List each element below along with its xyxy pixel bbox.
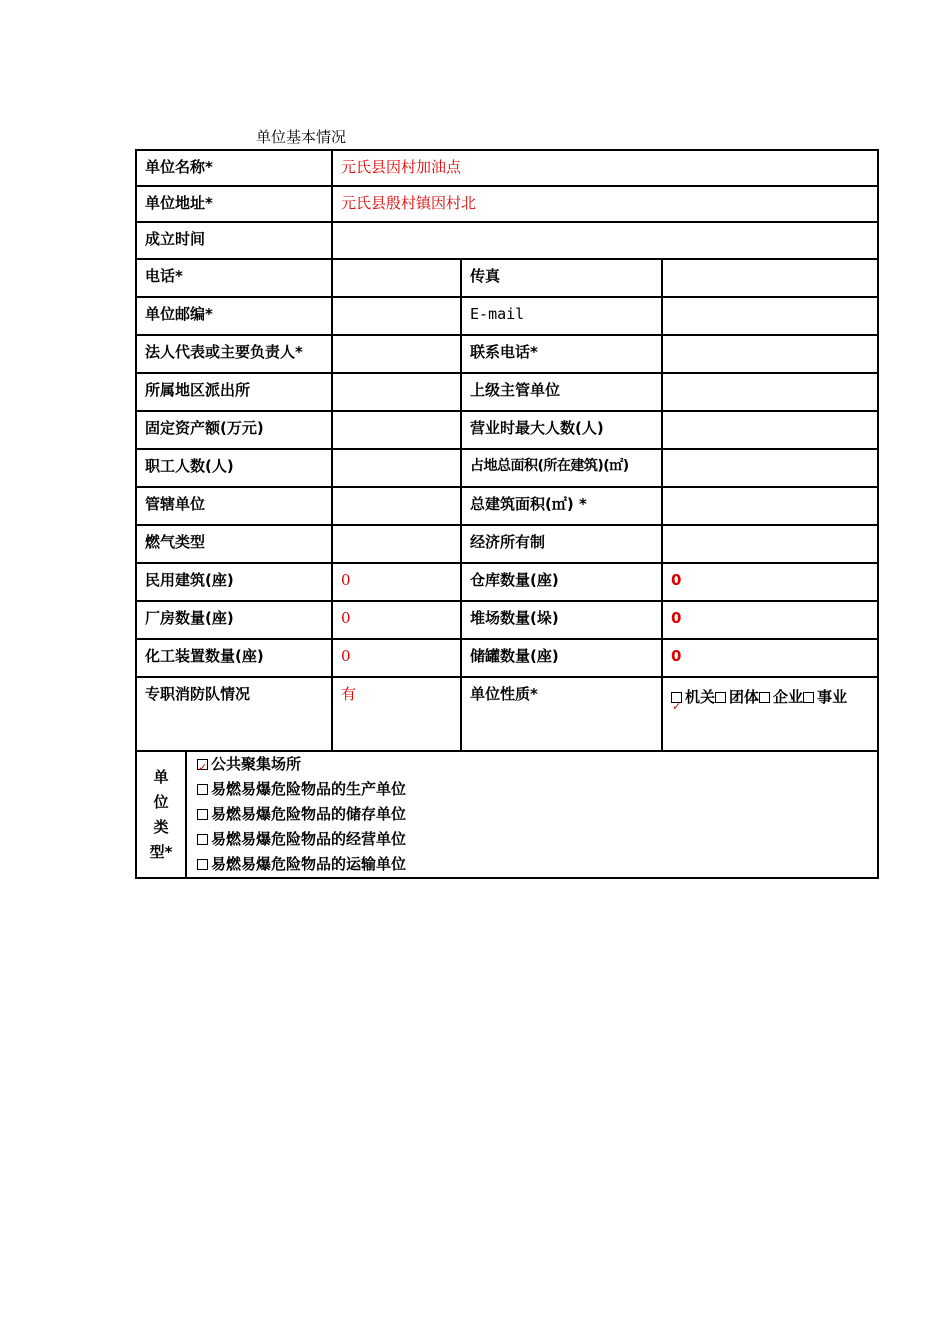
field-civil-buildings[interactable]: 0 bbox=[332, 563, 461, 601]
unit-type-option[interactable] bbox=[197, 802, 877, 827]
row-gas bbox=[136, 525, 878, 563]
field-warehouses[interactable]: 0 bbox=[662, 563, 878, 601]
row-legal bbox=[136, 335, 878, 373]
label-ownership: 经济所有制 bbox=[461, 525, 662, 563]
label-staff: 职工人数(人) bbox=[136, 449, 332, 487]
checkbox-icon[interactable] bbox=[197, 784, 208, 795]
unit-nature-option[interactable] bbox=[759, 688, 803, 706]
field-unit-address[interactable]: 元氏县殷村镇因村北 bbox=[332, 186, 878, 222]
label-fire-team: 专职消防队情况 bbox=[136, 677, 332, 751]
label-chemical-units: 化工装置数量(座) bbox=[136, 639, 332, 677]
checkbox-icon[interactable] bbox=[671, 692, 682, 703]
row-unit-address bbox=[136, 186, 878, 222]
field-unit-name[interactable]: 元氏县因村加油点 bbox=[332, 150, 878, 186]
label-legal: 法人代表或主要负责人* bbox=[136, 335, 332, 373]
unit-type-option[interactable] bbox=[197, 827, 877, 852]
checkbox-icon[interactable] bbox=[759, 692, 770, 703]
label-yards: 堆场数量(垛) bbox=[461, 601, 662, 639]
field-legal[interactable] bbox=[332, 335, 461, 373]
checkbox-icon[interactable] bbox=[197, 759, 208, 770]
row-fire-team bbox=[136, 677, 878, 751]
row-chemical bbox=[136, 639, 878, 677]
unit-nature-option[interactable] bbox=[671, 688, 715, 706]
label-gas-type: 燃气类型 bbox=[136, 525, 332, 563]
label-contact-phone: 联系电话* bbox=[461, 335, 662, 373]
checkbox-icon[interactable] bbox=[197, 859, 208, 870]
unit-nature-option-label: 机关 bbox=[685, 688, 716, 706]
field-police[interactable] bbox=[332, 373, 461, 411]
field-yards[interactable]: 0 bbox=[662, 601, 878, 639]
field-founded[interactable] bbox=[332, 222, 878, 259]
label-unit-address: 单位地址* bbox=[136, 186, 332, 222]
label-civil-buildings: 民用建筑(座) bbox=[136, 563, 332, 601]
row-admin bbox=[136, 487, 878, 525]
row-police bbox=[136, 373, 878, 411]
unit-type-option-label: 公共聚集场所 bbox=[211, 755, 302, 773]
label-unit-type-char: 位 bbox=[153, 792, 169, 811]
field-phone[interactable] bbox=[332, 259, 461, 297]
unit-nature-option-label: 团体 bbox=[729, 688, 760, 706]
row-unit-name bbox=[136, 150, 878, 186]
row-factory bbox=[136, 601, 878, 639]
unit-nature-option-label: 企业 bbox=[773, 688, 804, 706]
unit-type-option[interactable] bbox=[197, 752, 877, 777]
label-postcode: 单位邮编* bbox=[136, 297, 332, 335]
field-fire-team[interactable]: 有 bbox=[332, 677, 461, 751]
field-gas-type[interactable] bbox=[332, 525, 461, 563]
row-unit-type bbox=[136, 751, 878, 878]
label-unit-type-char: 类 bbox=[153, 817, 169, 836]
field-building-area[interactable] bbox=[662, 487, 878, 525]
label-founded: 成立时间 bbox=[136, 222, 332, 259]
checkbox-icon[interactable] bbox=[715, 692, 726, 703]
unit-type-option-label: 易燃易爆危险物品的运输单位 bbox=[211, 855, 407, 873]
label-unit-type-char: 型* bbox=[149, 842, 173, 861]
unit-info-table bbox=[135, 149, 879, 879]
field-max-people[interactable] bbox=[662, 411, 878, 449]
row-assets bbox=[136, 411, 878, 449]
label-assets: 固定资产额(万元) bbox=[136, 411, 332, 449]
label-unit-name: 单位名称* bbox=[136, 150, 332, 186]
row-postcode bbox=[136, 297, 878, 335]
unit-type-option-label: 易燃易爆危险物品的储存单位 bbox=[211, 805, 407, 823]
form-caption: 单位基本情况 bbox=[256, 128, 347, 146]
checkbox-icon[interactable] bbox=[197, 834, 208, 845]
field-ownership[interactable] bbox=[662, 525, 878, 563]
unit-nature-option-label: 事业 bbox=[817, 688, 848, 706]
unit-type-options bbox=[186, 751, 878, 878]
unit-nature-options bbox=[662, 677, 878, 751]
checkbox-icon[interactable] bbox=[197, 809, 208, 820]
label-warehouses: 仓库数量(座) bbox=[461, 563, 662, 601]
label-land-area: 占地总面积(所在建筑)(㎡) bbox=[461, 449, 662, 487]
label-police: 所属地区派出所 bbox=[136, 373, 332, 411]
label-building-area: 总建筑面积(㎡) * bbox=[461, 487, 662, 525]
field-land-area[interactable] bbox=[662, 449, 878, 487]
field-postcode[interactable] bbox=[332, 297, 461, 335]
label-email: E-mail bbox=[461, 297, 662, 335]
field-email[interactable] bbox=[662, 297, 878, 335]
row-founded bbox=[136, 222, 878, 259]
unit-type-option-label: 易燃易爆危险物品的生产单位 bbox=[211, 780, 407, 798]
checkbox-icon[interactable] bbox=[803, 692, 814, 703]
field-factories[interactable]: 0 bbox=[332, 601, 461, 639]
label-superior: 上级主管单位 bbox=[461, 373, 662, 411]
field-admin-unit[interactable] bbox=[332, 487, 461, 525]
label-admin-unit: 管辖单位 bbox=[136, 487, 332, 525]
label-fax: 传真 bbox=[461, 259, 662, 297]
unit-type-option[interactable] bbox=[197, 777, 877, 802]
label-unit-type-char: 单 bbox=[153, 767, 169, 786]
label-unit-nature: 单位性质* bbox=[461, 677, 662, 751]
row-civil bbox=[136, 563, 878, 601]
field-chemical-units[interactable]: 0 bbox=[332, 639, 461, 677]
field-tanks[interactable]: 0 bbox=[662, 639, 878, 677]
label-tanks: 储罐数量(座) bbox=[461, 639, 662, 677]
row-staff bbox=[136, 449, 878, 487]
label-phone: 电话* bbox=[136, 259, 332, 297]
unit-type-option[interactable] bbox=[197, 852, 877, 877]
unit-nature-option[interactable] bbox=[803, 688, 847, 706]
field-contact-phone[interactable] bbox=[662, 335, 878, 373]
label-factories: 厂房数量(座) bbox=[136, 601, 332, 639]
field-staff[interactable] bbox=[332, 449, 461, 487]
field-fax[interactable] bbox=[662, 259, 878, 297]
label-max-people: 营业时最大人数(人) bbox=[461, 411, 662, 449]
unit-type-option-label: 易燃易爆危险物品的经营单位 bbox=[211, 830, 407, 848]
field-superior[interactable] bbox=[662, 373, 878, 411]
label-unit-type bbox=[136, 751, 186, 878]
unit-nature-option[interactable] bbox=[715, 688, 759, 706]
field-assets[interactable] bbox=[332, 411, 461, 449]
row-phone bbox=[136, 259, 878, 297]
